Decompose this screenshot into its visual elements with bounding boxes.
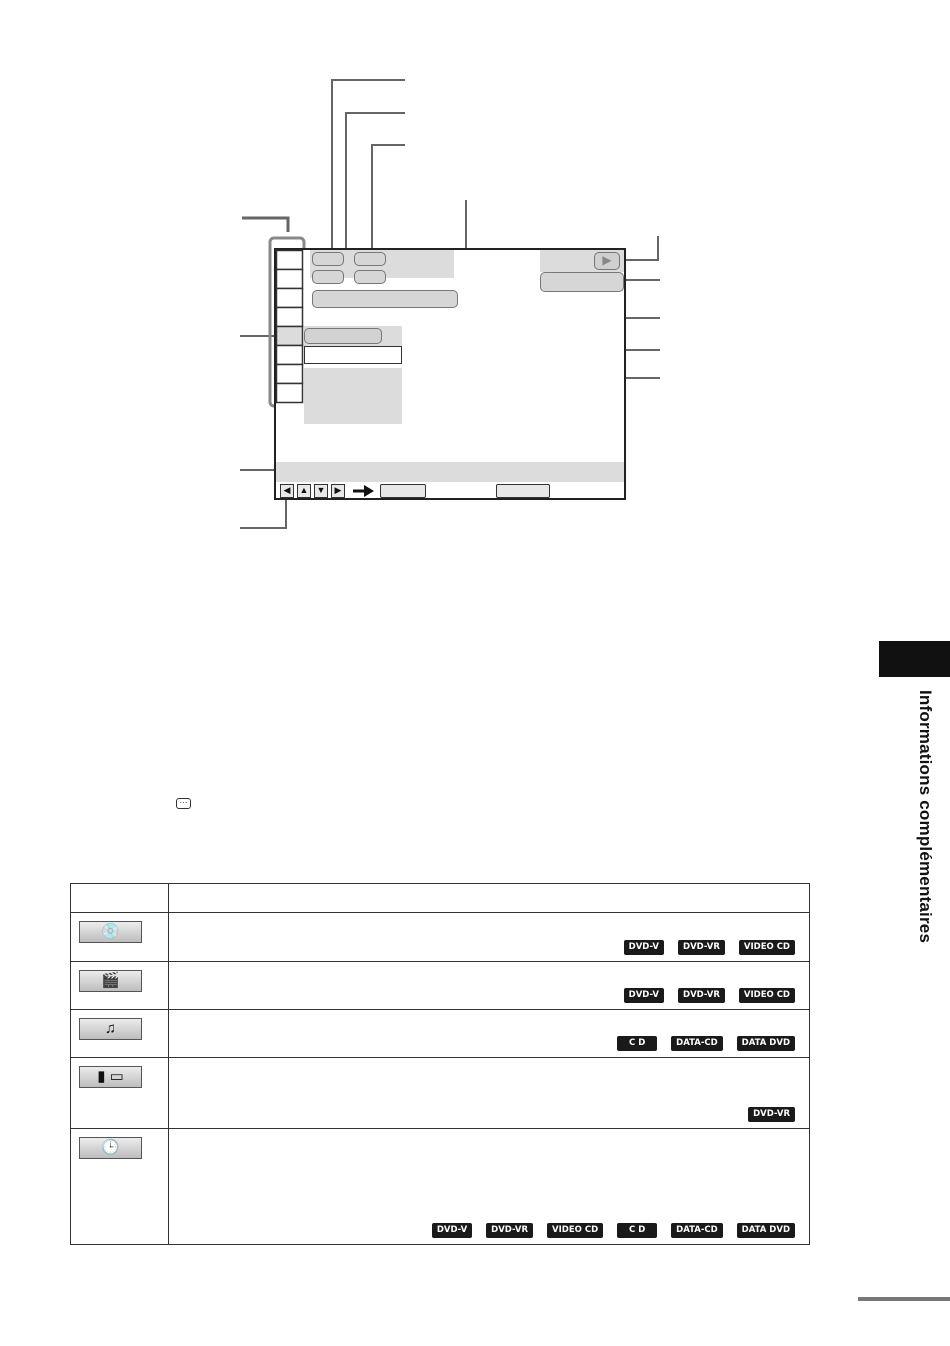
menu-items-table — [70, 883, 810, 1245]
table-row — [71, 1129, 810, 1245]
badge-data-dvd: DATA DVD — [737, 1036, 795, 1051]
track-number-box — [312, 270, 344, 284]
badge-dvd-vr: DVD-VR — [748, 1107, 795, 1122]
disc-type-box — [540, 272, 624, 292]
badge-video-cd: VIDEO CD — [547, 1223, 603, 1238]
badge-video-cd: VIDEO CD — [739, 940, 795, 955]
badge-dvd-v: DVD-V — [624, 988, 664, 1003]
header-item-cell — [71, 884, 169, 913]
badge-cd: C D — [617, 1223, 657, 1238]
badge-dvd-v: DVD-V — [432, 1223, 472, 1238]
format-badges — [617, 1036, 795, 1051]
header-description-cell — [169, 884, 810, 913]
selected-item — [304, 328, 382, 344]
playlist-original-icon: ▮ ▭ — [79, 1066, 142, 1088]
nav-down-key: ▼ — [314, 484, 328, 498]
table-header-row — [71, 884, 810, 913]
music-note-icon: ♫ — [79, 1018, 142, 1040]
play-status-icon: ▶ — [594, 252, 620, 270]
option-field — [304, 346, 402, 364]
section-tab — [879, 641, 950, 677]
badge-data-dvd: DATA DVD — [737, 1223, 795, 1238]
nav-left-key: ◀ — [280, 484, 294, 498]
format-badges — [432, 1223, 795, 1238]
disc-settings-icon: 💿 — [79, 921, 142, 943]
enter-button-box — [380, 484, 426, 498]
nav-right-key: ▶ — [331, 484, 345, 498]
badge-data-cd: DATA-CD — [671, 1036, 723, 1051]
return-button-box — [496, 484, 550, 498]
title-number-box — [312, 252, 344, 266]
section-label: Informations complémentaires — [916, 690, 935, 944]
table-row — [71, 1058, 810, 1129]
badge-cd: C D — [617, 1036, 657, 1051]
format-badges — [624, 988, 795, 1003]
options-list — [304, 368, 402, 424]
chapter-number-box — [354, 252, 386, 266]
table-row — [71, 1010, 810, 1058]
continued-bar — [858, 1297, 950, 1301]
osd-screen — [274, 248, 626, 500]
badge-dvd-v: DVD-V — [624, 940, 664, 955]
badge-dvd-vr: DVD-VR — [486, 1223, 533, 1238]
badge-dvd-vr: DVD-VR — [678, 988, 725, 1003]
badge-video-cd: VIDEO CD — [739, 988, 795, 1003]
badge-data-cd: DATA-CD — [671, 1223, 723, 1238]
index-number-box — [354, 270, 386, 284]
table-row — [71, 913, 810, 962]
message-bar — [276, 462, 624, 482]
arrow-right-icon — [352, 484, 376, 498]
menu-column — [276, 250, 304, 410]
badge-dvd-vr: DVD-VR — [678, 940, 725, 955]
nav-up-key: ▲ — [297, 484, 311, 498]
format-badges — [748, 1107, 795, 1122]
clapperboard-icon: 🎬 — [79, 970, 142, 992]
format-badges — [624, 940, 795, 955]
time-text-icon: 🕒 — [79, 1137, 142, 1159]
time-display-box — [312, 290, 458, 308]
table-row — [71, 962, 810, 1010]
display-button-icon: ··· — [176, 798, 191, 809]
osd-diagram — [0, 0, 950, 560]
